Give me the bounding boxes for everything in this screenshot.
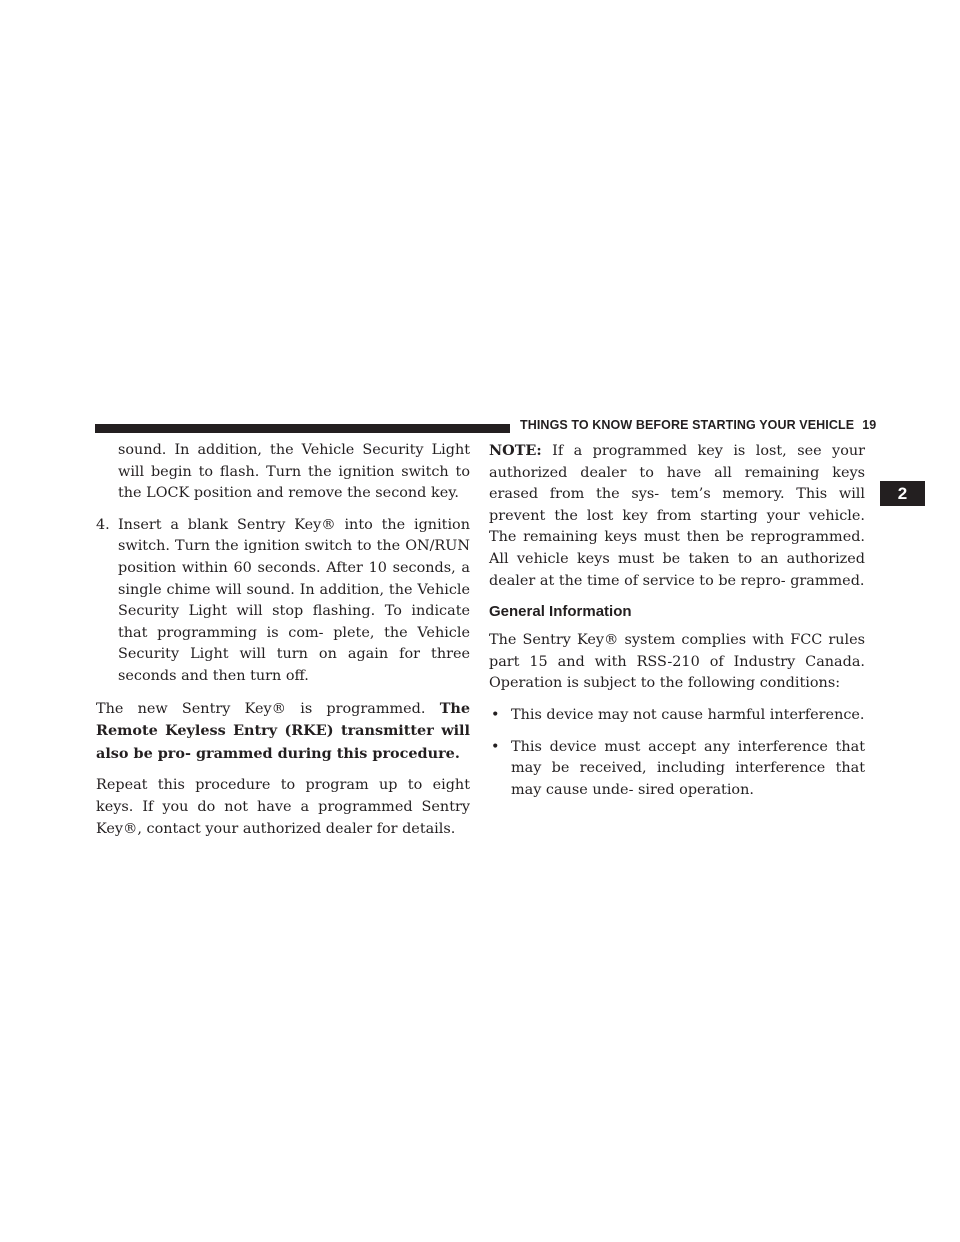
programmed-text: The new Sentry Key® is programmed. (96, 700, 426, 717)
conditions-list (489, 705, 865, 801)
section-heading: General Information (489, 603, 632, 621)
bullet-icon: • (491, 738, 500, 755)
left-column (96, 440, 470, 850)
note-text: If a programmed key is lost, see your authorized dealer to have all remaining keys erased from the sys- tem’s memory. This will prevent the lost key from starting your vehicle. The remaining keys must then be reprogrammed. All vehicle keys must be taken to an authorized dealer at the time of service to be repro- grammed. (489, 443, 866, 589)
header-title: THINGS TO KNOW BEFORE STARTING YOUR VEHICLE (520, 418, 855, 432)
list-item (489, 705, 865, 727)
chapter-tab: 2 (880, 481, 925, 506)
step-4-text: Insert a blank Sentry Key® into the ignition switch. Turn the ignition switch to the ON/RUN position within 60 seconds. After 10 seconds, a single chime will sound. In addition, the Vehicle Security Light will stop flashing. To indicate that programming is com- plete, the Vehicle Security Light will turn on again for three seconds and then turn off. (118, 516, 470, 684)
programmed-bold-text: The Remote Keyless Entry (RKE) transmitter will also be pro- grammed during this procedure. (96, 699, 471, 762)
bullet-icon: • (491, 706, 500, 723)
right-column (489, 440, 865, 811)
running-header (520, 418, 877, 432)
continued-step-paragraph: sound. In addition, the Vehicle Security Light will begin to flash. Turn the ignition switch to the LOCK position and remove the second key. (118, 442, 470, 502)
programmed-paragraph (96, 698, 470, 766)
header-rule (95, 424, 510, 433)
repeat-paragraph: Repeat this procedure to program up to eight keys. If you do not have a programmed Sentry Key®, contact your authorized dealer for details. (96, 777, 470, 837)
step-4-paragraph (96, 515, 470, 688)
note-label: NOTE: (489, 442, 542, 459)
list-item (489, 737, 865, 802)
step-4-number: 4. (96, 516, 110, 533)
intro-paragraph: The Sentry Key® system complies with FCC rules part 15 and with RSS-210 of Industry Canada. Operation is subject to the following conditions: (489, 632, 865, 692)
list-item-text: This device may not cause harmful interference. (511, 706, 865, 723)
page-number: 19 (862, 418, 877, 432)
note-paragraph (489, 440, 865, 592)
list-item-text: This device must accept any interference that may be received, including interference that may cause unde- sired operation. (511, 738, 865, 798)
